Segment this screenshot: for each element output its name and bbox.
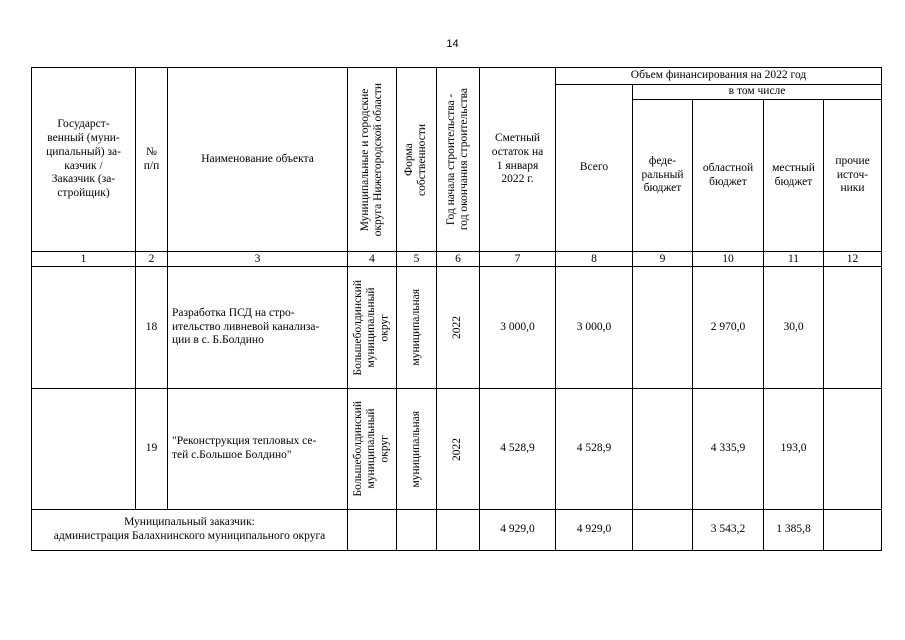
row-ownership xyxy=(397,267,437,389)
row-district-text: Большеболдинский муниципальный округ xyxy=(352,279,391,376)
row-estimate: 3 000,0 xyxy=(480,267,556,389)
row-object-name: Разработка ПСД на стро- ительство ливневой канализа- ции в с. Б.Болдино xyxy=(168,267,348,389)
table-row xyxy=(32,389,882,510)
column-number: 9 xyxy=(633,252,693,267)
row-federal xyxy=(633,389,693,510)
row-regional: 2 970,0 xyxy=(693,267,764,389)
summary-empty-cell xyxy=(437,510,480,551)
summary-empty-cell xyxy=(397,510,437,551)
table-row xyxy=(32,267,882,389)
header-ownership-text: Форма собственности xyxy=(403,123,429,196)
summary-federal xyxy=(633,510,693,551)
summary-label: Муниципальный заказчик: администрация Балахнинского муниципального округа xyxy=(32,510,348,551)
row-regional: 4 335,9 xyxy=(693,389,764,510)
row-customer xyxy=(32,267,136,389)
summary-row xyxy=(32,510,882,551)
row-ownership-text: муниципальная xyxy=(409,289,422,366)
financing-table xyxy=(31,67,882,551)
header-regional: областной бюджет xyxy=(693,100,764,252)
column-number: 3 xyxy=(168,252,348,267)
header-years xyxy=(437,68,480,252)
summary-estimate: 4 929,0 xyxy=(480,510,556,551)
row-district-text: Большеболдинский муниципальный округ xyxy=(352,401,391,497)
row-local: 30,0 xyxy=(764,267,824,389)
summary-total: 4 929,0 xyxy=(556,510,633,551)
column-number: 1 xyxy=(32,252,136,267)
row-years xyxy=(437,267,480,389)
row-district xyxy=(348,267,397,389)
header-districts xyxy=(348,68,397,252)
header-including: в том числе xyxy=(633,85,882,100)
row-object-name: "Реконструкция тепловых се- тей с.Большое Болдино" xyxy=(168,389,348,510)
header-total: Всего xyxy=(556,85,633,252)
summary-other xyxy=(824,510,882,551)
column-number: 2 xyxy=(136,252,168,267)
row-other xyxy=(824,267,882,389)
column-number: 6 xyxy=(437,252,480,267)
row-index: 18 xyxy=(136,267,168,389)
row-years-text: 2022 xyxy=(451,437,464,461)
header-financing: Объем финансирования на 2022 год xyxy=(556,68,882,85)
column-number: 8 xyxy=(556,252,633,267)
column-numbers-row xyxy=(32,252,882,267)
row-ownership xyxy=(397,389,437,510)
summary-empty-cell xyxy=(348,510,397,551)
header-federal: феде- ральный бюджет xyxy=(633,100,693,252)
page-number: 14 xyxy=(446,38,459,50)
header-index: № п/п xyxy=(136,68,168,252)
header-years-text: Год начала строительства - год окончания строительства xyxy=(444,88,470,231)
header-object-name: Наименование объекта xyxy=(168,68,348,252)
row-other xyxy=(824,389,882,510)
row-district xyxy=(348,389,397,510)
header-other: прочие источ- ники xyxy=(824,100,882,252)
summary-regional: 3 543,2 xyxy=(693,510,764,551)
row-years xyxy=(437,389,480,510)
column-number: 12 xyxy=(824,252,882,267)
row-estimate: 4 528,9 xyxy=(480,389,556,510)
row-total: 3 000,0 xyxy=(556,267,633,389)
column-number: 10 xyxy=(693,252,764,267)
row-local: 193,0 xyxy=(764,389,824,510)
row-years-text: 2022 xyxy=(451,316,464,339)
row-federal xyxy=(633,267,693,389)
header-districts-text: Муниципальные и городские округа Нижегородской области xyxy=(358,82,384,237)
row-total: 4 528,9 xyxy=(556,389,633,510)
summary-local: 1 385,8 xyxy=(764,510,824,551)
column-number: 11 xyxy=(764,252,824,267)
row-customer xyxy=(32,389,136,510)
column-number: 7 xyxy=(480,252,556,267)
header-local: местный бюджет xyxy=(764,100,824,252)
header-row-1 xyxy=(32,68,882,85)
header-ownership xyxy=(397,68,437,252)
header-estimate: Сметный остаток на 1 января 2022 г. xyxy=(480,68,556,252)
column-number: 4 xyxy=(348,252,397,267)
header-customer: Государст- венный (муни- ципальный) за- казчик / Заказчик (за- стройщик) xyxy=(32,68,136,252)
row-index: 19 xyxy=(136,389,168,510)
row-ownership-text: муниципальная xyxy=(409,410,422,488)
column-number: 5 xyxy=(397,252,437,267)
